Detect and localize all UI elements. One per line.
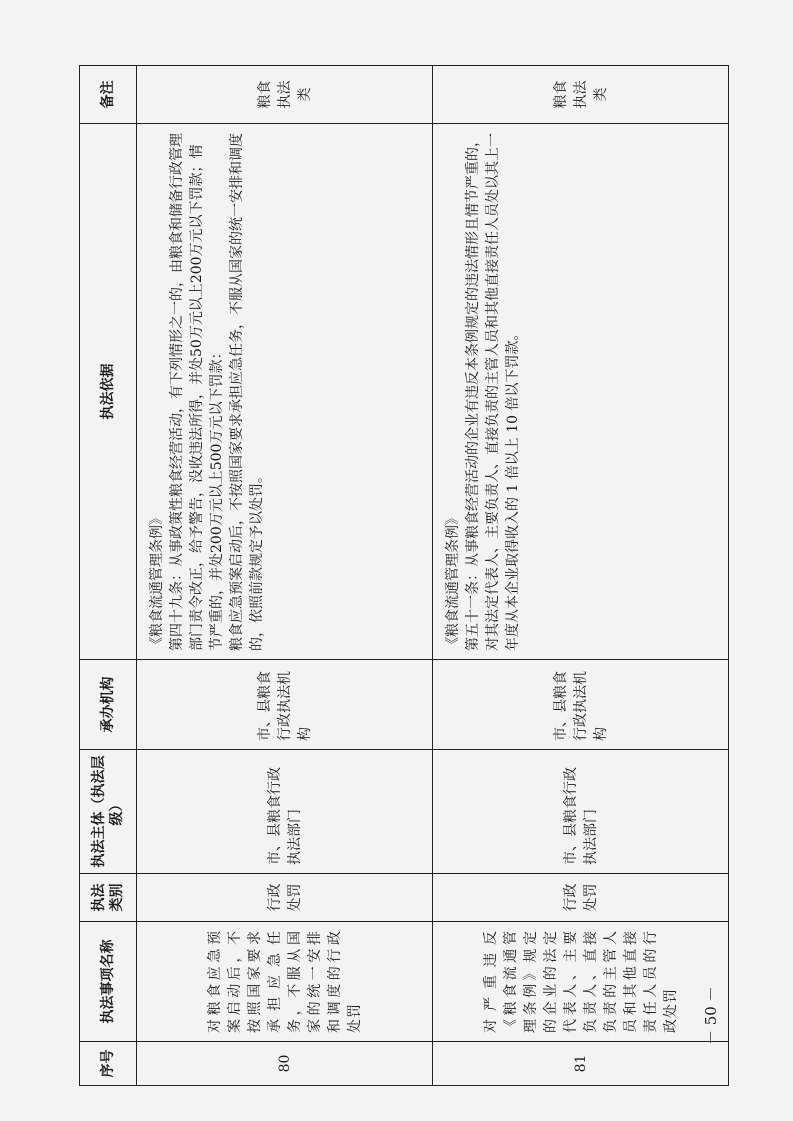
row-number: 81 <box>433 1042 729 1086</box>
table-row <box>137 66 433 1086</box>
enforcement-subject: 市、县粮食行政执法部门 <box>137 750 433 874</box>
handling-agency: 市、县粮食行政执法机构 <box>433 660 729 750</box>
remark: 粮食执法类 <box>433 66 729 124</box>
basis-line: 《粮食流通管理条例》 <box>445 511 461 651</box>
header-agency: 承办机构 <box>80 660 137 750</box>
header-basis: 执法依据 <box>80 124 137 660</box>
enforcement-subject: 市、县粮食行政执法部门 <box>433 750 729 874</box>
enforcement-table <box>79 65 729 1086</box>
basis-line: 《粮食流通管理条例》 <box>149 511 165 651</box>
document-page <box>79 66 719 1086</box>
item-name: 对严重违反《粮食流通管理条例》规定的企业的法定代表人、主要负责人、直接负责的主管人员和其他直接责任人员的行政处罚 <box>433 922 729 1042</box>
enforcement-basis <box>137 124 433 660</box>
enforcement-category: 行政处罚 <box>137 874 433 922</box>
row-number: 80 <box>137 1042 433 1086</box>
table-header-row <box>80 66 137 1086</box>
enforcement-basis <box>433 124 729 660</box>
header-no: 序号 <box>80 1042 137 1086</box>
table-row <box>433 66 729 1086</box>
header-category: 执法类别 <box>80 874 137 922</box>
header-subject: 执法主体（执法层级） <box>80 750 137 874</box>
page-number: － 50 － <box>702 986 720 1045</box>
handling-agency: 市、县粮食行政执法机构 <box>137 660 433 750</box>
basis-line: 粮食应急预案启动后，不按照国家要求承担应急任务，不服从国家的统一安排和调度的，依照前款规定予以处罚。 <box>229 133 265 651</box>
item-name: 对粮食应急预案启动后，不按照国家要求承担应急任务，不服从国家的统一安排和调度的行政处罚 <box>137 922 433 1042</box>
remark: 粮食执法类 <box>137 66 433 124</box>
header-remark: 备注 <box>80 66 137 124</box>
basis-line: 第五十一条：从事粮食经营活动的企业有违反本条例规定的违法情形且情节严重的，对其法定代表人、主要负责人、直接负责的主管人员和其他直接责任人员处以其上一年度从本企业取得收入的 1 倍以上 10 倍以下罚款。 <box>465 133 521 651</box>
basis-line: 第四十九条：从事政策性粮食经营活动，有下列情形之一的，由粮食和储备行政管理部门责令改正，给予警告，没收违法所得，并处50万元以上200万元以下罚款；情节严重的，并处200万元以上500万元以下罚款： <box>169 133 225 651</box>
header-name: 执法事项名称 <box>80 922 137 1042</box>
enforcement-category: 行政处罚 <box>433 874 729 922</box>
